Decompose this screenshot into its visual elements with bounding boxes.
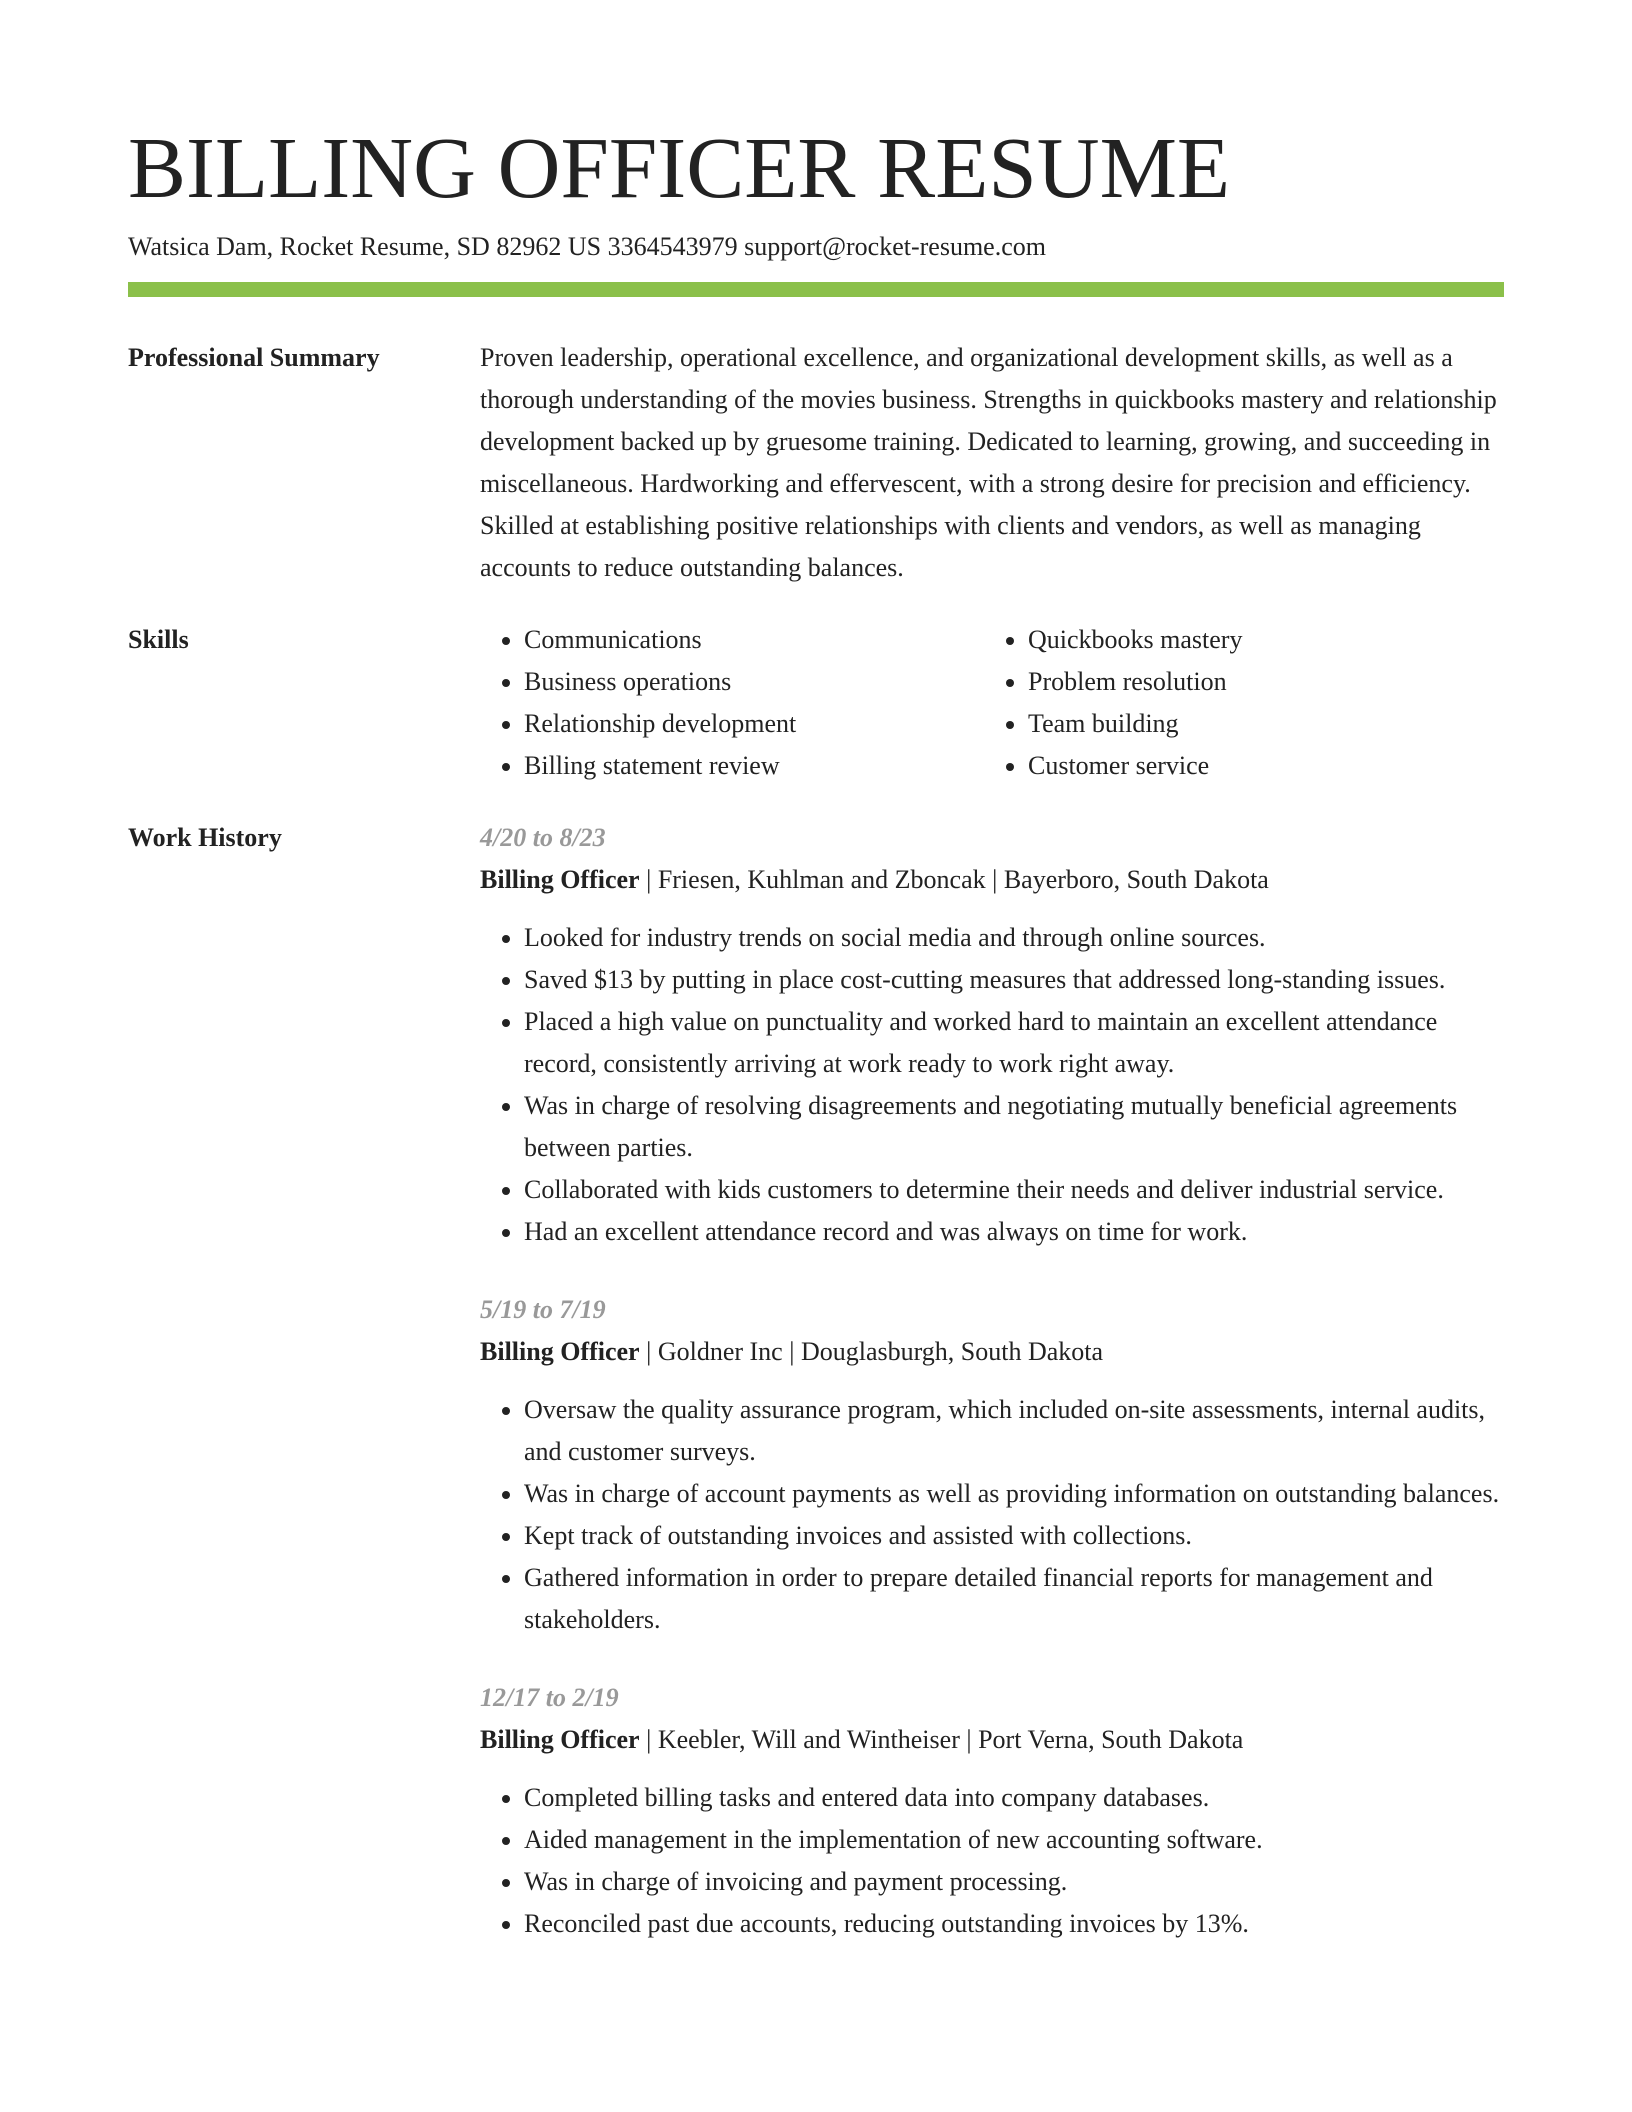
- job-location: Douglasburgh, South Dakota: [800, 1337, 1104, 1366]
- job-bullet: • Placed a high value on punctuality and worked hard to maintain an excellent attendance record, consistently arriving at work ready to work right away.: [524, 1001, 1504, 1085]
- job-dates: 4/20 to 8/23: [480, 823, 606, 852]
- skill-item: • Billing statement review: [524, 745, 984, 787]
- separator: [986, 865, 1004, 894]
- work-history-heading: Work History: [128, 823, 282, 852]
- job-bullet: • Saved $13 by putting in place cost-cutting measures that addressed long-standing issues.: [524, 959, 1504, 1001]
- separator: [640, 865, 658, 894]
- skill-item: • Communications: [524, 619, 984, 661]
- separator: [640, 1337, 658, 1366]
- skill-item: • Team building: [1028, 703, 1488, 745]
- separator: [960, 1725, 978, 1754]
- job-company: Keebler, Will and Wintheiser: [657, 1725, 960, 1754]
- summary-heading: Professional Summary: [128, 343, 380, 372]
- job-bullets: [480, 917, 1504, 1253]
- job-bullet: • Oversaw the quality assurance program, which included on-site assessments, internal audits, and customer surveys.: [524, 1389, 1504, 1473]
- job-location: Bayerboro, South Dakota: [1003, 865, 1269, 894]
- job-dates: 12/17 to 2/19: [480, 1683, 619, 1712]
- skill-item: • Business operations: [524, 661, 984, 703]
- job-line: [480, 859, 1504, 901]
- phone: 3364543979: [607, 232, 738, 261]
- work-history-section: [128, 817, 1504, 1981]
- job-title: Billing Officer: [480, 1337, 640, 1366]
- job-location: Port Verna, South Dakota: [978, 1725, 1244, 1754]
- summary-section: [128, 337, 1504, 589]
- skills-heading: Skills: [128, 625, 189, 654]
- skill-item: • Customer service: [1028, 745, 1488, 787]
- job-entry: [480, 1677, 1504, 1945]
- address: Watsica Dam, Rocket Resume, SD 82962 US: [128, 232, 602, 261]
- job-company: Goldner Inc: [657, 1337, 783, 1366]
- header-divider: [128, 282, 1504, 297]
- job-bullet: • Gathered information in order to prepare detailed financial reports for management and stakeholders.: [524, 1557, 1504, 1641]
- skill-item: • Quickbooks mastery: [1028, 619, 1488, 661]
- job-bullet: • Was in charge of account payments as well as providing information on outstanding balances.: [524, 1473, 1504, 1515]
- separator: [640, 1725, 658, 1754]
- contact-line: [128, 230, 1504, 264]
- job-bullets: [480, 1777, 1504, 1945]
- resume-page: [128, 0, 1504, 1981]
- job-company: Friesen, Kuhlman and Zboncak: [657, 865, 986, 894]
- skill-item: • Relationship development: [524, 703, 984, 745]
- skills-list-left: [480, 619, 984, 787]
- job-bullet: • Reconciled past due accounts, reducing outstanding invoices by 13%.: [524, 1903, 1504, 1945]
- job-line: [480, 1719, 1504, 1761]
- job-line: [480, 1331, 1504, 1373]
- job-bullet: • Looked for industry trends on social media and through online sources.: [524, 917, 1504, 959]
- job-title: Billing Officer: [480, 865, 640, 894]
- job-bullet: • Completed billing tasks and entered data into company databases.: [524, 1777, 1504, 1819]
- skills-list-right: [984, 619, 1488, 787]
- job-bullet: • Had an excellent attendance record and was always on time for work.: [524, 1211, 1504, 1253]
- resume-title: BILLING OFFICER RESUME: [128, 119, 1231, 216]
- job-bullet: • Aided management in the implementation of new accounting software.: [524, 1819, 1504, 1861]
- job-bullet: • Was in charge of resolving disagreements and negotiating mutually beneficial agreements between parties.: [524, 1085, 1504, 1169]
- job-bullets: [480, 1389, 1504, 1641]
- skills-section: [128, 619, 1504, 787]
- skill-item: • Problem resolution: [1028, 661, 1488, 703]
- job-dates: 5/19 to 7/19: [480, 1295, 606, 1324]
- summary-text: Proven leadership, operational excellence, and organizational development skills, as well as a thorough understanding of the movies business. Strengths in quickbooks mastery and relationship development backed up by gruesome training. Dedicated to learning, growing, and succeeding in miscellaneous. Hardworking and effervescent, with a strong desire for precision and efficiency. Skilled at establishing positive relationships with clients and vendors, as well as managing accounts to reduce outstanding balances.: [480, 343, 1497, 582]
- separator: [783, 1337, 801, 1366]
- job-bullet: • Collaborated with kids customers to determine their needs and deliver industrial service.: [524, 1169, 1504, 1211]
- job-entry: [480, 1289, 1504, 1641]
- job-entry: [480, 817, 1504, 1253]
- job-bullet: • Was in charge of invoicing and payment processing.: [524, 1861, 1504, 1903]
- job-title: Billing Officer: [480, 1725, 640, 1754]
- email: support@rocket-resume.com: [744, 232, 1046, 261]
- job-bullet: • Kept track of outstanding invoices and assisted with collections.: [524, 1515, 1504, 1557]
